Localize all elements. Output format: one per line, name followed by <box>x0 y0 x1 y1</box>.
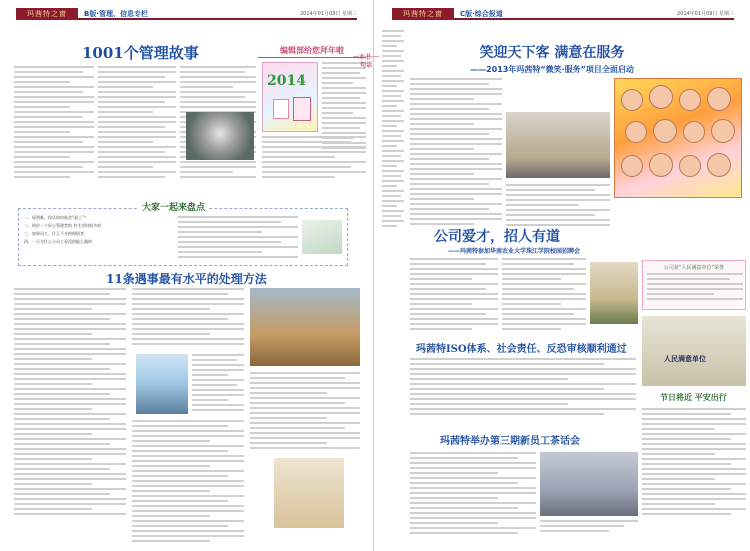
left-headline: 1001个管理故事 <box>82 44 199 62</box>
left-header-bar <box>16 8 357 20</box>
smile-face-photo <box>711 119 735 143</box>
card-year-text: 2014 <box>267 73 306 89</box>
right-main-banner <box>452 42 652 75</box>
left-article-col1 <box>14 66 94 184</box>
tea-party-headline: 玛茜特举办第三期新员工茶话会 <box>440 436 580 447</box>
left-section-name: B版·管理、信息专栏 <box>84 10 148 18</box>
smile-poster <box>614 78 742 198</box>
left-lower-col2-bottom <box>132 420 244 546</box>
quiz-box-title: 大家一起来盘点 <box>138 200 209 213</box>
new-year-card-illustration <box>262 62 318 132</box>
left-lower-col2-top <box>132 288 244 348</box>
smile-face-photo <box>707 87 731 111</box>
quiz-cartoon <box>302 220 342 254</box>
smile-face-photo <box>707 153 731 177</box>
travel-safety-article <box>642 408 746 542</box>
coffee-cup-photo <box>274 458 344 528</box>
hand-globe-photo <box>186 112 254 160</box>
left-lower-col3 <box>250 372 360 452</box>
right-section-name: C版·综合报道 <box>460 10 503 18</box>
right-subhead: ——2013年玛茜特“微笑·服务”项目全面启动 <box>470 65 634 74</box>
smile-face-photo <box>653 119 677 143</box>
smile-service-article <box>410 78 502 228</box>
left-headline-2: 11条遇事最有水平的处理方法 <box>106 272 267 286</box>
side-banner: 一本书·一句话 <box>352 54 380 69</box>
recruit-subhead: ——玛茜特参加华南农业大学珠江学院校园招聘会 <box>448 248 581 255</box>
award-plaque-photo <box>642 316 746 386</box>
hourglass-photo <box>250 288 360 366</box>
iso-headline: 玛茜特ISO体系、社会责任、反恐审核顺利通过 <box>416 344 627 355</box>
smile-face-photo <box>649 153 673 177</box>
left-article-col2 <box>98 66 176 184</box>
award-note-title: 公司获“人民满意单位”荣誉 <box>663 265 725 271</box>
cloud-sky-photo <box>136 354 188 414</box>
award-plaque-text: 人民满意单位 <box>664 354 706 363</box>
quiz-items-right <box>178 216 298 260</box>
travel-safety-headline: 节日将近 平安出行 <box>660 393 727 402</box>
recruit-article-col1 <box>410 258 498 336</box>
quiz-item: 二、结价一个好心管理者的 有生话时间多的 <box>24 223 102 228</box>
recruit-headline: 公司爱才，招人有道 <box>434 229 560 245</box>
greeting-text-lower <box>262 136 366 184</box>
card-tag-right <box>293 97 311 121</box>
right-issue-date: 2014年01月09日 星期三 <box>676 11 734 17</box>
award-note-box <box>642 260 746 310</box>
smile-face-photo <box>679 89 701 111</box>
card-tag-left <box>273 99 289 119</box>
tea-party-article <box>410 452 536 542</box>
right-header-bar <box>392 8 734 20</box>
left-lower-col1 <box>14 288 126 546</box>
right-masthead: 玛茜特之窗 <box>392 8 454 20</box>
spine <box>366 30 368 540</box>
quiz-item: 一、权利难，你认的何谁会“最上”？ <box>24 215 89 220</box>
smile-face-photo <box>625 121 647 143</box>
job-fair-photo <box>590 262 638 324</box>
right-newspaper-page <box>352 0 750 551</box>
staff-group-photo <box>506 112 610 178</box>
quiz-item: 四、一旦为什么小员工看没的能么做的 <box>24 239 92 244</box>
smile-article-lower <box>506 184 610 228</box>
quiz-item: 三、如果员工，什么不支持相情者 <box>24 231 84 236</box>
left-issue-date: 2014年01月09日 星期三 <box>299 11 357 17</box>
smile-face-photo <box>649 85 673 109</box>
smile-face-photo <box>679 155 701 177</box>
left-newspaper-page <box>0 0 374 551</box>
tea-party-caption <box>540 520 638 540</box>
right-sidebar-column <box>382 30 404 538</box>
iso-article <box>410 358 636 422</box>
smile-face-photo <box>621 155 643 177</box>
smile-face-photo <box>683 121 705 143</box>
smile-face-photo <box>621 89 643 111</box>
left-masthead: 玛茜特之窗 <box>16 8 78 20</box>
recruit-article-col2 <box>502 258 586 336</box>
left-lower-side-text <box>192 354 244 414</box>
right-headline: 笑迎天下客 满意在服务 <box>479 45 625 61</box>
tea-party-photo <box>540 452 638 516</box>
new-year-greeting-banner: 编辑部给您拜年啦 <box>258 44 366 58</box>
award-note-text <box>647 273 743 307</box>
quiz-items-left <box>24 214 174 262</box>
